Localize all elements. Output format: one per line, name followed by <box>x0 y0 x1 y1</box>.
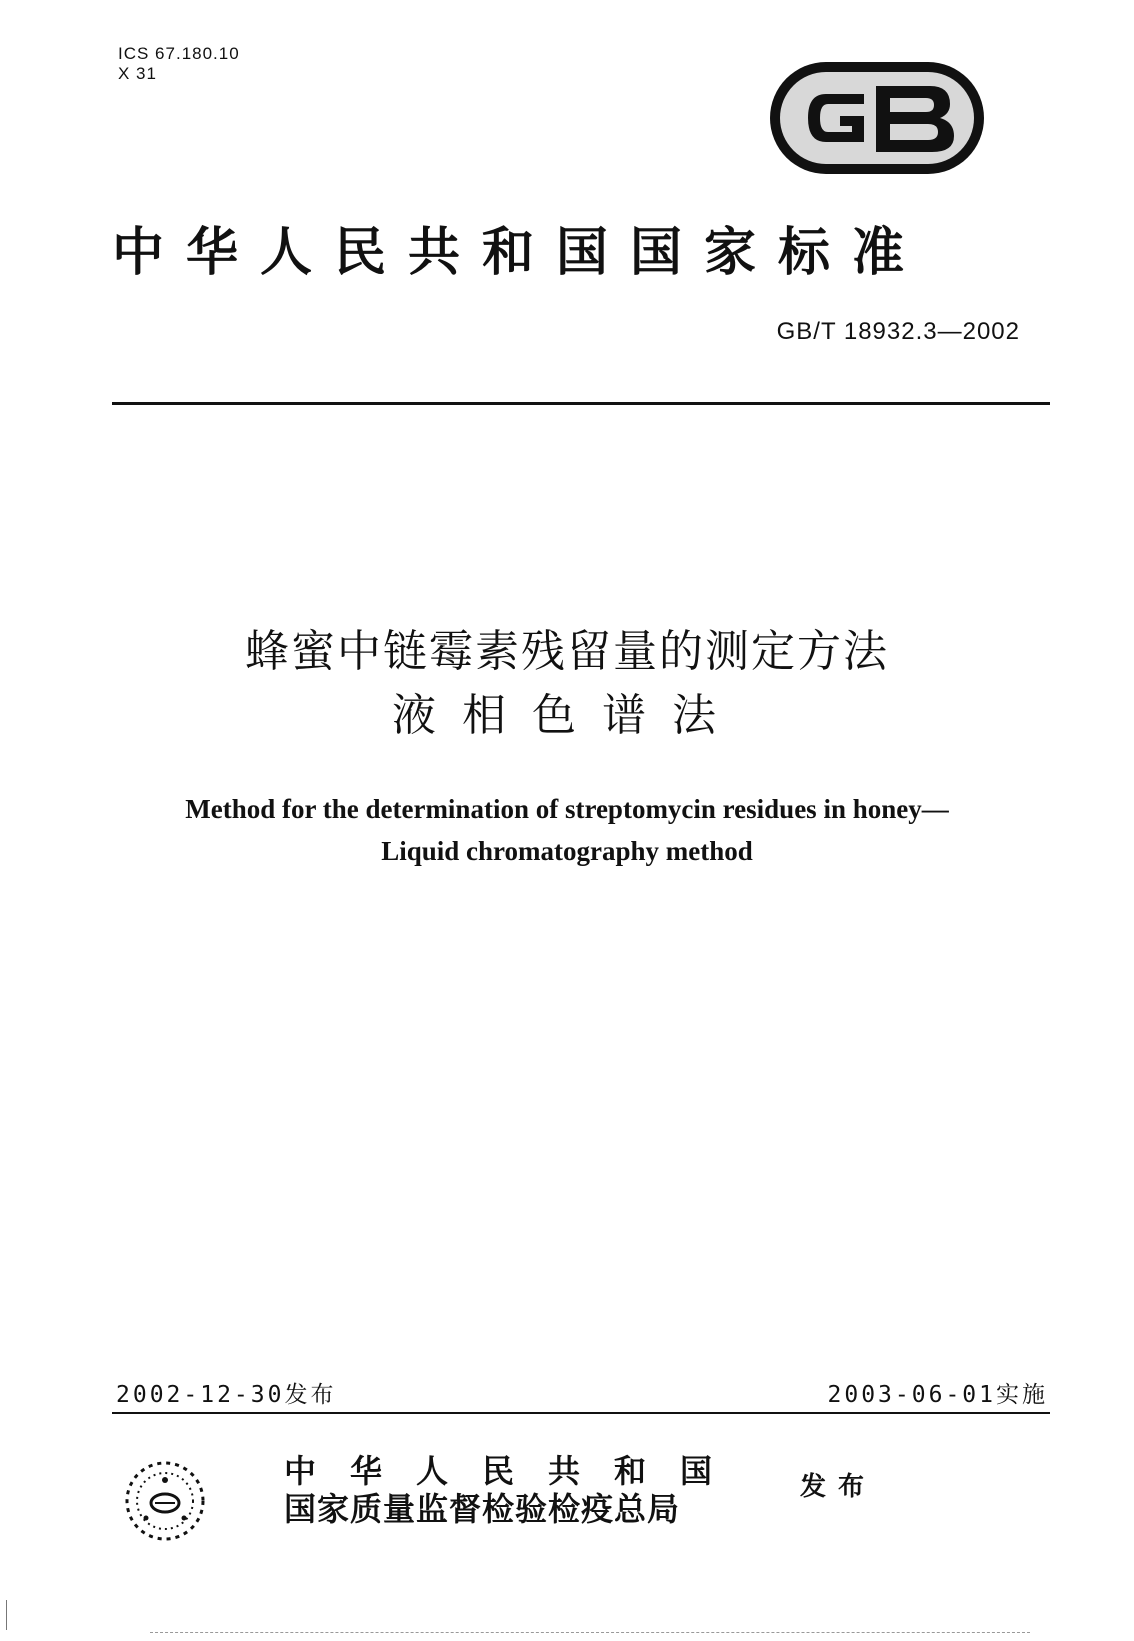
gb-logo <box>768 60 986 176</box>
title-cn-line1: 蜂蜜中链霉素残留量的测定方法 <box>245 626 889 677</box>
ics-code: ICS 67.180.10 <box>118 44 240 63</box>
publisher-seal-icon <box>122 1458 208 1544</box>
footer-divider <box>112 1412 1050 1414</box>
publish-label: 发布 <box>800 1472 877 1502</box>
title-en-line1: Method for the determination of streptomycin residues in honey— <box>185 794 949 824</box>
implementation-date: 2003-06-01实施 <box>827 1382 1048 1408</box>
title-en-line2: Liquid chromatography method <box>381 836 753 866</box>
publisher-name-line2: 国家质量监督检验检疫总局 <box>284 1490 681 1528</box>
scan-edge-mark <box>6 1600 7 1630</box>
national-standard-title: 中华人民共和国国家标准 <box>112 222 927 283</box>
standard-number: GB/T 18932.3—2002 <box>776 318 1020 345</box>
header-divider <box>112 402 1050 405</box>
ccs-code: X 31 <box>118 64 157 83</box>
issue-date: 2002-12-30发布 <box>116 1382 337 1408</box>
scan-bottom-artifact <box>150 1632 1030 1633</box>
publisher-name-line1: 中华人民共和国 <box>284 1452 747 1490</box>
classification-codes <box>118 44 240 84</box>
title-cn-line2: 液相色谱法 <box>392 690 742 741</box>
